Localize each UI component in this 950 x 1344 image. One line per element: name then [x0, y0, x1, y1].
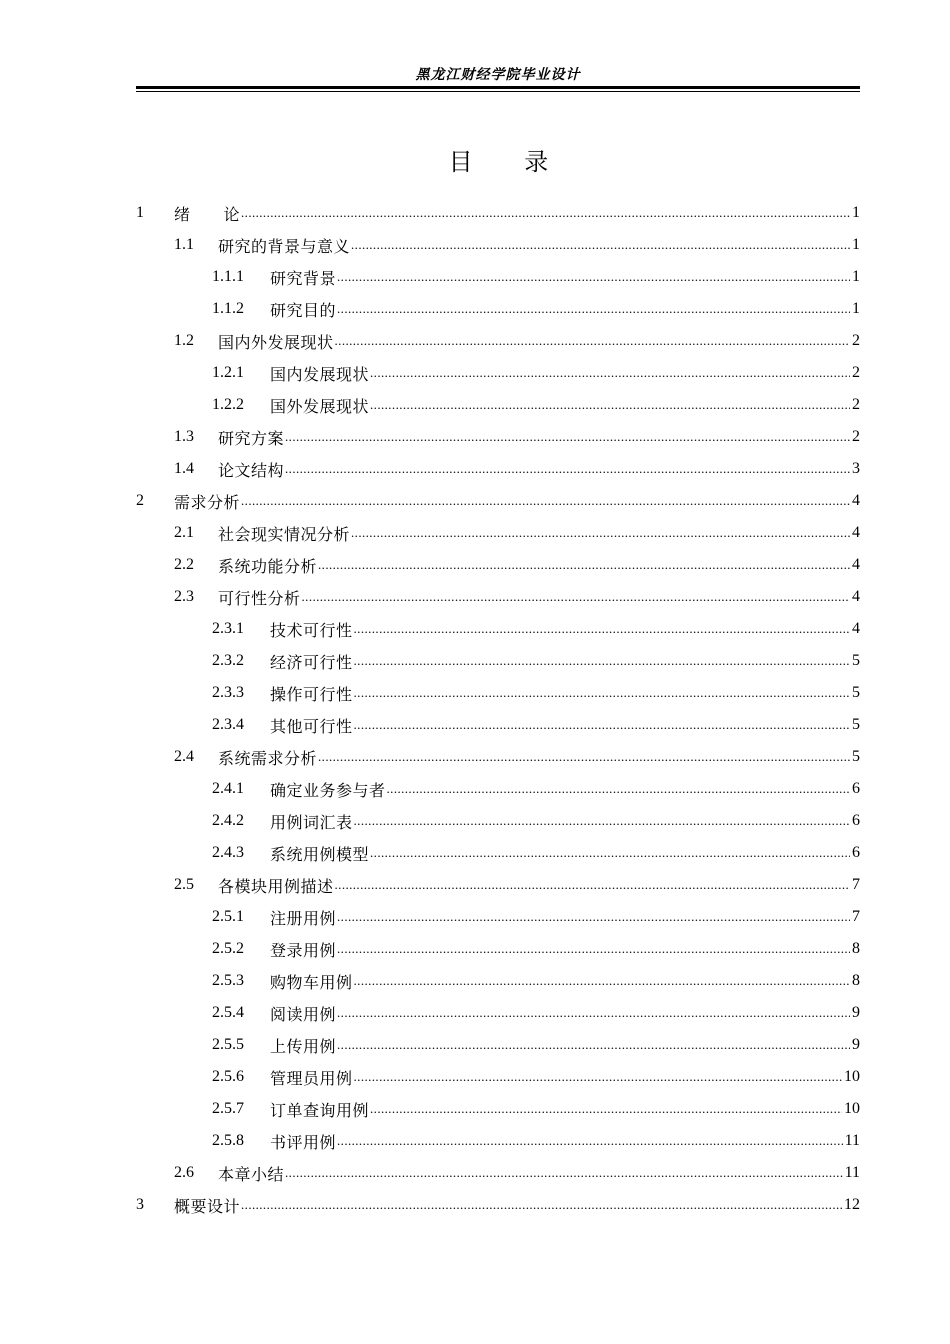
- toc-entry-title: 技术可行性: [270, 620, 353, 640]
- toc-entry-title: 操作可行性: [270, 684, 353, 704]
- toc-entry-number: 2.3.2: [212, 652, 244, 669]
- dot-leader: [241, 205, 850, 221]
- toc-entry-page: 8: [852, 940, 860, 957]
- toc-entry-title: 国内外发展现状: [218, 332, 334, 352]
- toc-entry-page: 5: [852, 716, 860, 733]
- toc-entry-title: 上传用例: [270, 1036, 337, 1056]
- toc-entry-title: 系统功能分析: [218, 556, 318, 576]
- dot-leader: [337, 269, 850, 285]
- toc-entry-page: 12: [844, 1196, 860, 1213]
- toc-entry-page: 2: [852, 332, 860, 349]
- toc-entry[interactable]: [174, 742, 860, 772]
- toc-entry-title: 系统用例模型: [270, 844, 370, 864]
- toc-entry-page: 7: [852, 876, 860, 893]
- toc-entry-page: 10: [844, 1100, 860, 1117]
- toc-entry-page: 1: [852, 300, 860, 317]
- dot-leader: [285, 461, 850, 477]
- dot-leader: [354, 717, 850, 733]
- toc-entry[interactable]: [174, 326, 860, 356]
- toc-entry-page: 4: [852, 556, 860, 573]
- toc-entry[interactable]: [212, 998, 860, 1028]
- toc-entry-page: 1: [852, 236, 860, 253]
- toc-entry-title: 研究的背景与意义: [218, 236, 351, 256]
- toc-entry-title: 研究目的: [270, 300, 337, 320]
- toc-entry-number: 2.4: [174, 748, 194, 765]
- dot-leader: [337, 1005, 850, 1021]
- dot-leader: [370, 1101, 842, 1117]
- dot-leader: [285, 429, 850, 445]
- toc-entry[interactable]: [174, 582, 860, 612]
- toc-entry-title: 国内发展现状: [270, 364, 370, 384]
- toc-entry[interactable]: [212, 358, 860, 388]
- toc-entry[interactable]: [212, 390, 860, 420]
- dot-leader: [354, 973, 850, 989]
- toc-entry-number: 1.2: [174, 332, 194, 349]
- toc-entry-number: 2.4.3: [212, 844, 244, 861]
- dot-leader: [351, 525, 850, 541]
- toc-entry-title: 注册用例: [270, 908, 337, 928]
- toc-entry[interactable]: [212, 934, 860, 964]
- toc-entry[interactable]: [212, 966, 860, 996]
- toc-entry-title: 阅读用例: [270, 1004, 337, 1024]
- toc-entry-title: 论文结构: [218, 460, 285, 480]
- toc-entry-number: 2.5.4: [212, 1004, 244, 1021]
- toc-entry-number: 2.1: [174, 524, 194, 541]
- dot-leader: [337, 1037, 850, 1053]
- toc-entry-title: 需求分析: [174, 492, 241, 512]
- toc-entry-title: 社会现实情况分析: [218, 524, 351, 544]
- dot-leader: [318, 557, 850, 573]
- toc-entry-page: 4: [852, 588, 860, 605]
- toc-entry-title: 其他可行性: [270, 716, 353, 736]
- dot-leader: [337, 909, 850, 925]
- toc-entry[interactable]: [212, 1030, 860, 1060]
- dot-leader: [354, 1069, 842, 1085]
- toc-entry[interactable]: [212, 1126, 860, 1156]
- toc-entry[interactable]: [174, 550, 860, 580]
- toc-entry-number: 1: [136, 204, 144, 221]
- dot-leader: [337, 1133, 843, 1149]
- toc-entry-page: 5: [852, 652, 860, 669]
- toc-entry-page: 4: [852, 524, 860, 541]
- toc-entry-number: 1.4: [174, 460, 194, 477]
- dot-leader: [351, 237, 850, 253]
- toc-entry-page: 6: [852, 780, 860, 797]
- toc-entry-title: 本章小结: [218, 1164, 285, 1184]
- toc-entry[interactable]: [136, 486, 860, 516]
- dot-leader: [335, 877, 850, 893]
- toc-entry-title: 国外发展现状: [270, 396, 370, 416]
- toc-entry-number: 2.5.1: [212, 908, 244, 925]
- toc-entry-title: 用例词汇表: [270, 812, 353, 832]
- dot-leader: [370, 397, 850, 413]
- toc-entry-title: 经济可行性: [270, 652, 353, 672]
- toc-entry-number: 1.2.1: [212, 364, 244, 381]
- toc-entry[interactable]: [212, 1062, 860, 1092]
- toc-entry-page: 11: [844, 1164, 860, 1181]
- toc-entry-title: 订单查询用例: [270, 1100, 370, 1120]
- toc-entry-page: 1: [852, 268, 860, 285]
- toc-entry-number: 2.3.3: [212, 684, 244, 701]
- dot-leader: [387, 781, 850, 797]
- dot-leader: [354, 653, 850, 669]
- toc-entry[interactable]: [174, 422, 860, 452]
- toc-entry[interactable]: [212, 614, 860, 644]
- toc-entry-page: 6: [852, 844, 860, 861]
- toc-entry-page: 4: [852, 620, 860, 637]
- toc-entry[interactable]: [212, 1094, 860, 1124]
- toc-entry-title: 研究背景: [270, 268, 337, 288]
- toc-entry-page: 11: [844, 1132, 860, 1149]
- toc-entry-page: 9: [852, 1004, 860, 1021]
- toc-entry[interactable]: [212, 262, 860, 292]
- toc-entry[interactable]: [174, 518, 860, 548]
- toc-entry[interactable]: [212, 646, 860, 676]
- dot-leader: [302, 589, 850, 605]
- dot-leader: [354, 621, 850, 637]
- toc-entry-page: 2: [852, 364, 860, 381]
- toc-entry-title: 书评用例: [270, 1132, 337, 1152]
- toc-entry-page: 5: [852, 748, 860, 765]
- dot-leader: [335, 333, 850, 349]
- page-header: 黑龙江财经学院毕业设计: [415, 67, 581, 83]
- toc-entry[interactable]: [212, 710, 860, 740]
- toc-entry-number: 1.2.2: [212, 396, 244, 413]
- toc-entry-page: 2: [852, 396, 860, 413]
- toc-entry-number: 2.5.2: [212, 940, 244, 957]
- dot-leader: [241, 1197, 842, 1213]
- toc-entry-number: 1.1.1: [212, 268, 244, 285]
- toc-entry-page: 10: [844, 1068, 860, 1085]
- header-rule-thick: [136, 86, 860, 89]
- toc-entry-title: 确定业务参与者: [270, 780, 386, 800]
- dot-leader: [337, 941, 850, 957]
- toc-entry-number: 2.5.8: [212, 1132, 244, 1149]
- toc-entry-number: 2.2: [174, 556, 194, 573]
- toc-entry[interactable]: [212, 774, 860, 804]
- toc-entry-number: 2.3: [174, 588, 194, 605]
- toc-entry-number: 2: [136, 492, 144, 509]
- toc-entry-number: 1.1.2: [212, 300, 244, 317]
- toc-entry-number: 2.5: [174, 876, 194, 893]
- toc-entry-title: 管理员用例: [270, 1068, 353, 1088]
- toc-entry-number: 2.3.4: [212, 716, 244, 733]
- toc-entry-title: 购物车用例: [270, 972, 353, 992]
- toc-entry[interactable]: [136, 198, 860, 228]
- toc-entry[interactable]: [136, 1190, 860, 1220]
- toc-entry-number: 2.5.5: [212, 1036, 244, 1053]
- dot-leader: [370, 845, 850, 861]
- toc-entry-number: 2.3.1: [212, 620, 244, 637]
- toc-entry-number: 2.6: [174, 1164, 194, 1181]
- toc-entry[interactable]: [212, 294, 860, 324]
- dot-leader: [337, 301, 850, 317]
- toc-entry-page: 8: [852, 972, 860, 989]
- dot-leader: [241, 493, 850, 509]
- toc-entry[interactable]: [174, 230, 860, 260]
- dot-leader: [370, 365, 850, 381]
- toc-entry-page: 9: [852, 1036, 860, 1053]
- toc-entry-number: 2.5.7: [212, 1100, 244, 1117]
- dot-leader: [354, 685, 850, 701]
- toc-entry-page: 6: [852, 812, 860, 829]
- toc-entry-title: 概要设计: [174, 1196, 241, 1216]
- toc-entry-title: 可行性分析: [218, 588, 301, 608]
- toc-entry[interactable]: [174, 1158, 860, 1188]
- toc-entry[interactable]: [174, 870, 860, 900]
- toc-entry-title: 各模块用例描述: [218, 876, 334, 896]
- toc-entry-number: 2.5.3: [212, 972, 244, 989]
- header-rule-thin: [136, 91, 860, 92]
- toc-entry-page: 5: [852, 684, 860, 701]
- toc-entry[interactable]: [212, 838, 860, 868]
- toc-entry-number: 2.4.2: [212, 812, 244, 829]
- toc-entry-page: 2: [852, 428, 860, 445]
- toc-entry-title: 研究方案: [218, 428, 285, 448]
- toc-entry-number: 2.4.1: [212, 780, 244, 797]
- toc-entry-page: 1: [852, 204, 860, 221]
- toc-entry-title: 系统需求分析: [218, 748, 318, 768]
- toc-entry[interactable]: [212, 902, 860, 932]
- dot-leader: [285, 1165, 843, 1181]
- toc-title: 目 录: [448, 148, 549, 176]
- toc-entry[interactable]: [212, 806, 860, 836]
- toc-entry-page: 7: [852, 908, 860, 925]
- toc-entry-number: 2.5.6: [212, 1068, 244, 1085]
- dot-leader: [354, 813, 850, 829]
- toc-entry-title: 绪 论: [174, 204, 241, 224]
- toc-entry-page: 4: [852, 492, 860, 509]
- toc-entry-page: 3: [852, 460, 860, 477]
- dot-leader: [318, 749, 850, 765]
- toc-entry[interactable]: [212, 678, 860, 708]
- toc-entry-number: 3: [136, 1196, 144, 1213]
- toc-entry-title: 登录用例: [270, 940, 337, 960]
- toc-entry[interactable]: [174, 454, 860, 484]
- toc-entry-number: 1.1: [174, 236, 194, 253]
- toc-entry-number: 1.3: [174, 428, 194, 445]
